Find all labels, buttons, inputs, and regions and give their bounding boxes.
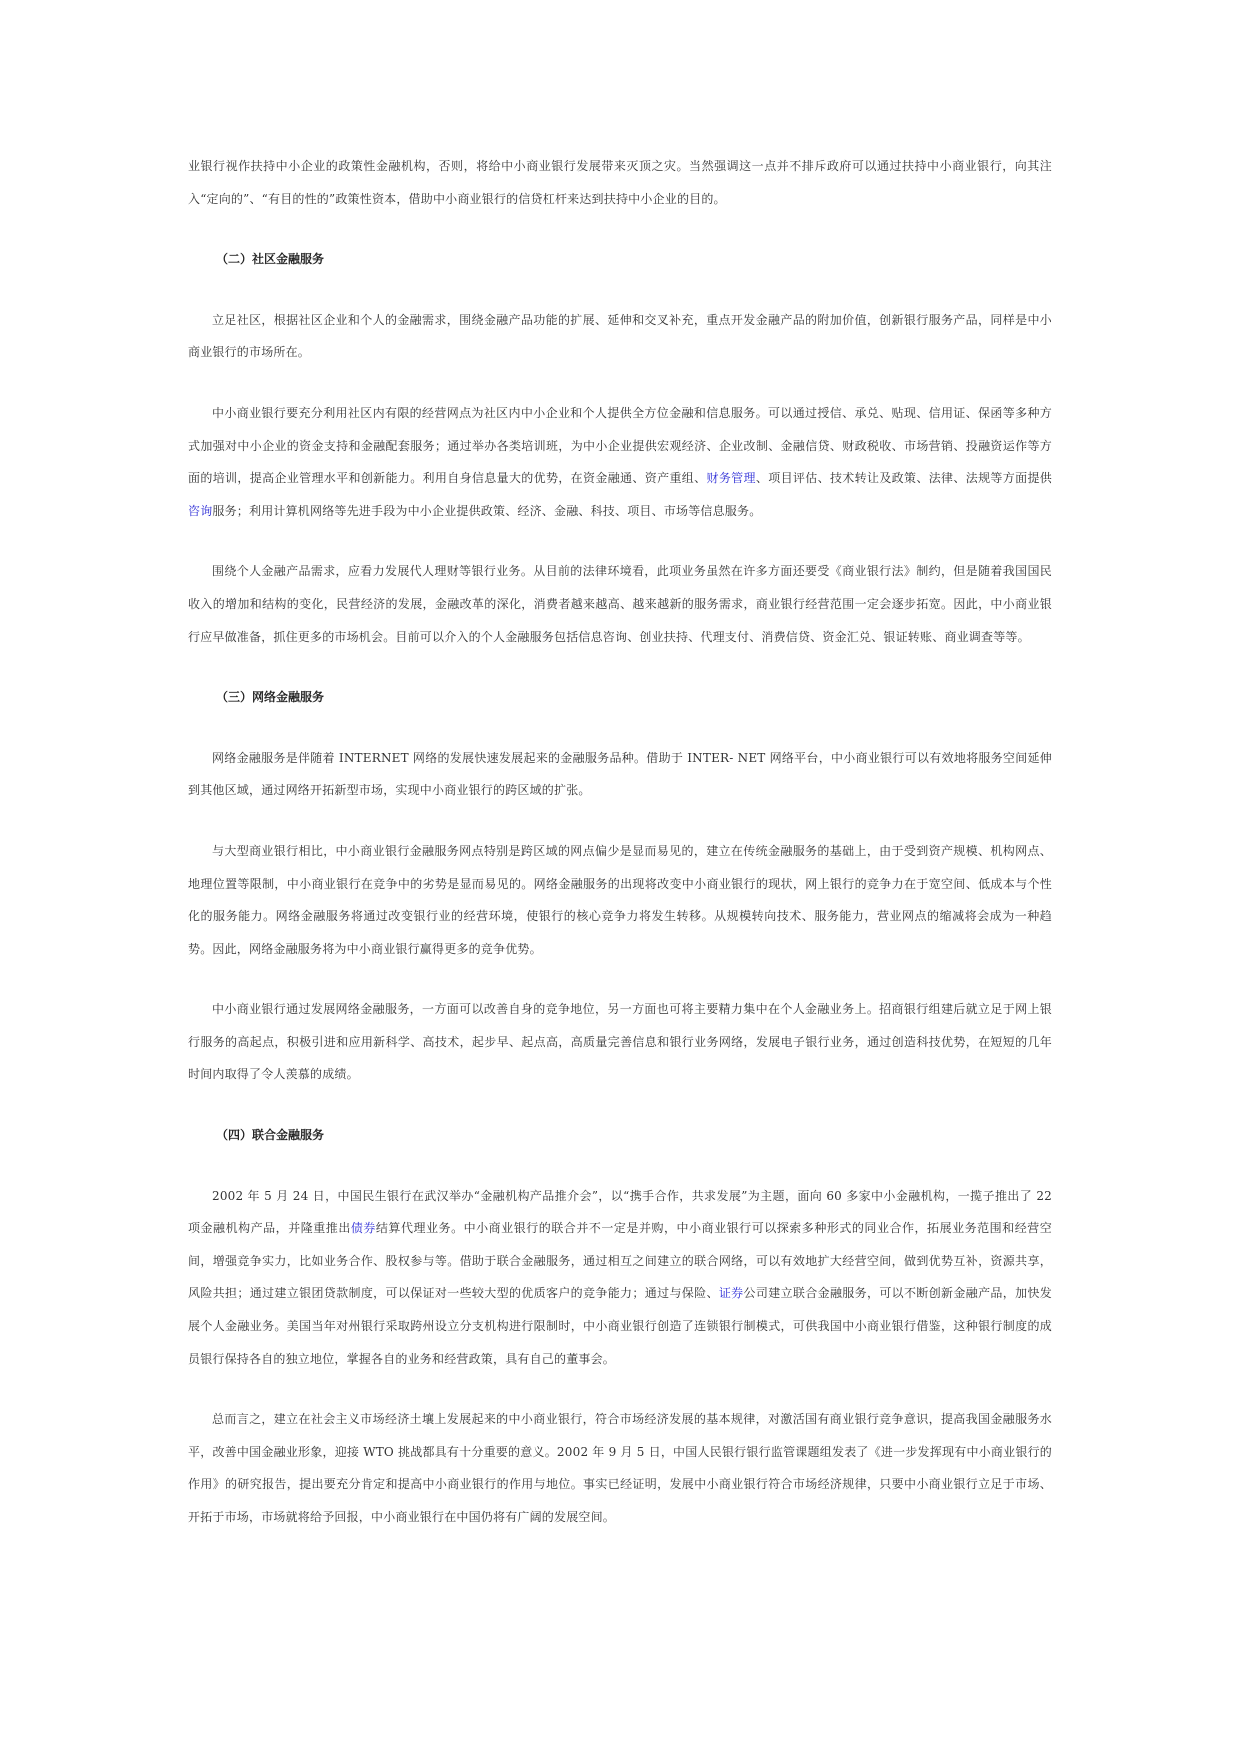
securities-link[interactable]: 证券 [718,1286,744,1301]
section-heading-community-finance: （二）社区金融服务 [216,252,325,267]
paragraph-network-comparison: 与大型商业银行相比，中小商业银行金融服务网点特别是跨区域的网点偏少是显而易见的，建立在传统金融服务的基础上，由于受到资产规模、机构网点、地理位置等限制，中小商业银行在竞争中的劣势是显而易见的。网络金融服务的出现将改变中小商业银行的现状，网上银行的竞争力在于宽空间、低成本与个性化的服务能力。网络金融服务将通过改变银行业的经营环境，使银行的核心竞争力将发生转移。从规模转向技术、服务能力，营业网点的缩减将会成为一种趋势。因此，网络金融服务将为中小商业银行赢得更多的竞争优势。 [188,843,1052,956]
paragraph-joint-services [188,1180,1052,1376]
section-heading-network-finance: （三）网络金融服务 [216,690,325,705]
text-segment: 2002 年 5 月 24 日，中国民生银行在武汉举办“金融机构产品推介会”，以“携手合作，共求发展”为主题，面向 60 多家中小金融机构，一揽子推出了 22 项金融机构产品，并隆重推出 [188,1188,1052,1236]
paragraph-continued-intro: 业银行视作扶持中小企业的政策性金融机构，否则，将给中小商业银行发展带来灭顶之灾。当然强调这一点并不排斥政府可以通过扶持中小商业银行，向其注入“定向的”、“有目的性的”政策性资本，借助中小商业银行的信贷杠杆来达到扶持中小企业的目的。 [188,159,1052,206]
bonds-link[interactable]: 债券 [350,1221,376,1236]
paragraph-personal-finance: 围绕个人金融产品需求，应看力发展代人理财等银行业务。从目前的法律环境看，此项业务虽然在许多方面还要受《商业银行法》制约，但是随着我国国民收入的增加和结构的变化，民营经济的发展，金融改革的深化，消费者越来越高、越来越新的服务需求，商业银行经营范围一定会逐步拓宽。因此，中小商业银行应早做准备，抓住更多的市场机会。目前可以介入的个人金融服务包括信息咨询、创业扶持、代理支付、消费信贷、资金汇兑、银证转账、商业调查等等。 [188,564,1052,644]
document-body [188,150,1052,1562]
paragraph-network-advantage: 中小商业银行通过发展网络金融服务，一方面可以改善自身的竞争地位，另一方面也可将主要精力集中在个人金融业务上。招商银行组建后就立足于网上银行服务的高起点，积极引进和应用新科学、高技术，起步早、起点高，高质量完善信息和银行业务网络，发展电子银行业务，通过创造科技优势，在短短的几年时间内取得了令人羡慕的成绩。 [188,1002,1052,1082]
section-heading-joint-finance: （四）联合金融服务 [216,1128,325,1143]
text-segment: 结算代理业务。中小商业银行的联合并不一定是并购，中小商业银行可以探索多种形式的同业合作，拓展业务范围和经营空间，增强竞争实力，比如业务合作、股权参与等。借助于联合金融服务，通过相互之间建立的联合网络，可以有效地扩大经营空间，做到优势互补，资源共享，风险共担；通过建立银团贷款制度，可以保证对一些较大型的优质客户的竞争能力；通过与保险、 [188,1221,1052,1301]
text-segment: 中小商业银行要充分利用社区内有限的经营网点为社区内中小企业和个人提供全方位金融和信息服务。可以通过授信、承兑、贴现、信用证、保函等多种方式加强对中小企业的资金支持和金融配套服务；通过举办各类培训班，为中小企业提供宏观经济、企业改制、金融信贷、财政税收、市场营销、投融资运作等方面的培训，提高企业管理水平和创新能力。利用自身信息量大的优势，在资金融通、资产重组、 [188,405,1052,486]
paragraph-conclusion: 总而言之，建立在社会主义市场经济土壤上发展起来的中小商业银行，符合市场经济发展的基本规律，对激活国有商业银行竞争意识，提高我国金融服务水平，改善中国金融业形象，迎接 WTO 挑战都具有十分重要的意义。2002 年 9 月 5 日，中国人民银行银行监管课题组发表了《进一步发挥现有中小商业银行的作用》的研究报告，提出要充分肯定和提高中小商业银行的作用与地位。事实已经证明，发展中小商业银行符合市场经济规律，只要中小商业银行立足于市场、开拓于市场，市场就将给予回报，中小商业银行在中国仍将有广阔的发展空间。 [188,1412,1052,1524]
consulting-link[interactable]: 咨询 [188,503,213,518]
financial-management-link[interactable]: 财务管理 [706,471,756,486]
text-segment: 公司建立联合金融服务，可以不断创新金融产品，加快发展个人金融业务。美国当年对州银行采取跨州设立分支机构进行限制时，中小商业银行创造了连锁银行制模式，可供我国中小商业银行借鉴，这种银行制度的成员银行保持各自的独立地位，掌握各自的业务和经营政策，具有自己的董事会。 [188,1286,1053,1366]
paragraph-community-services [188,397,1052,527]
text-segment: 服务；利用计算机网络等先进手段为中小企业提供政策、经济、金融、科技、项目、市场等信息服务。 [212,503,762,518]
paragraph-network-intro: 网络金融服务是伴随着 INTERNET 网络的发展快速发展起来的金融服务品种。借助于 INTER- NET 网络平台，中小商业银行可以有效地将服务空间延伸到其他区域，通过网络开拓新型市场，实现中小商业银行的跨区域的扩张。 [188,750,1052,798]
paragraph-community-market: 立足社区，根据社区企业和个人的金融需求，围绕金融产品功能的扩展、延伸和交叉补充，重点开发金融产品的附加价值，创新银行服务产品，同样是中小商业银行的市场所在。 [188,312,1052,360]
text-segment: 、项目评估、技术转让及政策、法律、法规等方面提供 [755,471,1053,486]
